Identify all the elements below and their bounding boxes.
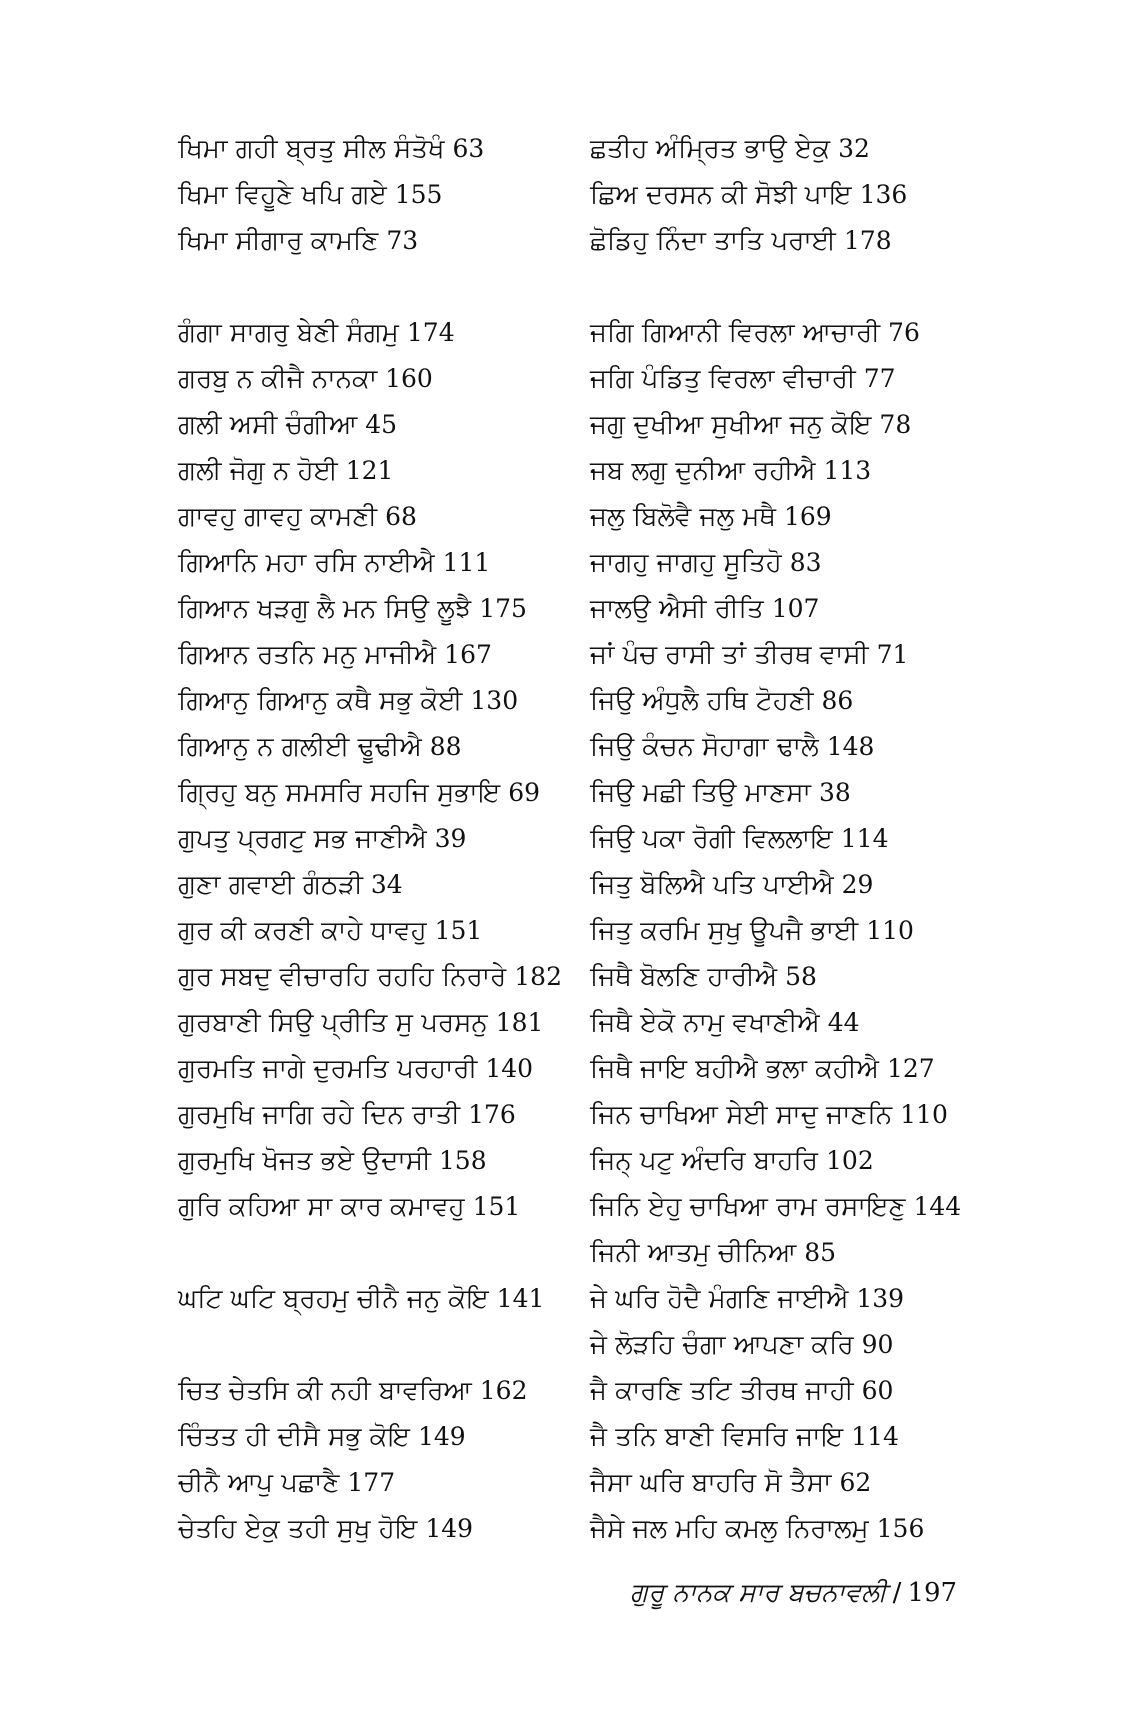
entry-text: ਜਿਨ ਚਾਖਿਆ ਸੇਈ ਸਾਦੁ ਜਾਣਨਿ — [590, 1100, 893, 1130]
entry-page-number: 83 — [789, 548, 822, 577]
index-entry — [590, 356, 1050, 402]
entry-page-number: 141 — [496, 1284, 545, 1313]
index-entry — [590, 402, 1050, 448]
index-entry — [590, 678, 1050, 724]
entry-page-number: 175 — [479, 594, 527, 623]
index-entry — [590, 1000, 1050, 1046]
index-entry — [178, 1046, 578, 1092]
entry-page-number: 182 — [514, 962, 562, 991]
entry-page-number: 149 — [417, 1422, 466, 1451]
entry-text: ਚੇਤਹਿ ਏਕੁ ਤਹੀ ਸੁਖੁ ਹੋਇ — [178, 1514, 418, 1544]
page-number: 197 — [907, 1578, 958, 1608]
index-entry — [178, 862, 578, 908]
entry-text: ਗੁਰਮਤਿ ਜਾਗੇ ਦੁਰਮਤਿ ਪਰਹਾਰੀ — [178, 1054, 478, 1084]
index-entry — [590, 540, 1050, 586]
entry-text: ਗੰਗਾ ਸਾਗਰੁ ਬੇਣੀ ਸੰਗਮੁ — [178, 318, 399, 348]
entry-page-number: 85 — [804, 1238, 837, 1267]
section-gap — [590, 264, 1050, 310]
entry-text: ਗਲੀ ਜੋਗੁ ਨ ਹੋਈ — [178, 456, 338, 486]
index-entry — [178, 632, 578, 678]
entry-text: ਗੁਰਬਾਣੀ ਸਿਉ ਪ੍ਰੀਤਿ ਸੁ ਪਰਸਨੁ — [178, 1008, 488, 1038]
entry-text: ਖਿਮਾ ਸੀਗਾਰੁ ਕਾਮਣਿ — [178, 226, 379, 256]
index-entry — [590, 172, 1050, 218]
footer-separator: / — [892, 1578, 902, 1608]
entry-page-number: 155 — [394, 180, 443, 209]
entry-page-number: 88 — [429, 732, 462, 761]
entry-page-number: 110 — [866, 916, 914, 945]
entry-page-number: 177 — [347, 1468, 396, 1497]
index-entry — [590, 1046, 1050, 1092]
entry-page-number: 60 — [861, 1376, 894, 1405]
index-entry — [590, 1322, 1050, 1368]
entry-page-number: 63 — [452, 134, 485, 163]
index-entry — [178, 172, 578, 218]
entry-text: ਜਿਤੁ ਕਰਮਿ ਸੁਖੁ ਊਪਜੈ ਭਾਈ — [590, 916, 859, 946]
entry-text: ਜੇ ਘਰਿ ਹੋਦੈ ਮੰਗਣਿ ਜਾਈਐ — [590, 1284, 849, 1314]
index-entry — [178, 540, 578, 586]
entry-text: ਜਿਉ ਪਕਾ ਰੋਗੀ ਵਿਲਲਾਇ — [590, 824, 833, 854]
entry-text: ਜਾਲਉ ਐਸੀ ਰੀਤਿ — [590, 594, 764, 624]
entry-text: ਜਾਂ ਪੰਚ ਰਾਸੀ ਤਾਂ ਤੀਰਥ ਵਾਸੀ — [590, 640, 869, 670]
entry-text: ਜਲੁ ਬਿਲੋਵੈ ਜਲੁ ਮਥੈ — [590, 502, 776, 532]
entry-page-number: 149 — [425, 1514, 474, 1543]
entry-page-number: 158 — [438, 1146, 487, 1175]
index-column-right — [590, 126, 1050, 1552]
index-entry — [590, 448, 1050, 494]
entry-text: ਛਤੀਹ ਅੰਮ੍ਰਿਤ ਭਾਉ ਏਕੁ — [590, 134, 831, 164]
entry-text: ਜਗੁ ਦੁਖੀਆ ਸੁਖੀਆ ਜਨੁ ਕੋਇ — [590, 410, 872, 440]
entry-text: ਗਿਆਨ ਖੜਗੁ ਲੈ ਮਨ ਸਿਉ ਲੂਝੈ — [178, 594, 472, 624]
entry-page-number: 151 — [434, 916, 483, 945]
entry-page-number: 32 — [838, 134, 870, 163]
index-entry — [590, 1460, 1050, 1506]
entry-page-number: 107 — [771, 594, 820, 623]
index-entry — [178, 954, 578, 1000]
entry-page-number: 39 — [434, 824, 467, 853]
entry-page-number: 144 — [913, 1192, 962, 1221]
index-entry — [178, 356, 578, 402]
index-entry — [590, 126, 1050, 172]
index-entry — [590, 1138, 1050, 1184]
entry-text: ਗਰਬੁ ਨ ਕੀਜੈ ਨਾਨਕਾ — [178, 364, 378, 394]
entry-page-number: 34 — [370, 870, 403, 899]
entry-page-number: 181 — [495, 1008, 544, 1037]
entry-page-number: 130 — [470, 686, 519, 715]
entry-text: ਗਿਆਨ ਰਤਨਿ ਮਨੁ ਮਾਜੀਐ — [178, 640, 437, 670]
entry-page-number: 136 — [859, 180, 908, 209]
index-entry — [178, 1092, 578, 1138]
index-entry — [178, 1138, 578, 1184]
entry-page-number: 86 — [821, 686, 854, 715]
entry-page-number: 156 — [876, 1514, 925, 1543]
entry-page-number: 151 — [472, 1192, 521, 1221]
entry-text: ਜਿਨ੍ ਪਟੁ ਅੰਦਰਿ ਬਾਹਰਿ — [590, 1146, 819, 1176]
entry-text: ਚਿੰਤਤ ਹੀ ਦੀਸੈ ਸਭੁ ਕੋਇ — [178, 1422, 410, 1452]
index-entry — [590, 816, 1050, 862]
entry-text: ਗੁਣਾ ਗਵਾਈ ਗੰਠੜੀ — [178, 870, 363, 900]
index-entry — [178, 770, 578, 816]
index-entry — [178, 678, 578, 724]
entry-text: ਖਿਮਾ ਗਹੀ ਬ੍ਰਤੁ ਸੀਲ ਸੰਤੋਖੰ — [178, 134, 445, 164]
entry-page-number: 69 — [508, 778, 541, 807]
entry-page-number: 113 — [823, 456, 872, 485]
entry-text: ਜਬ ਲਗੁ ਦੁਨੀਆ ਰਹੀਐ — [590, 456, 816, 486]
index-entry — [590, 770, 1050, 816]
entry-text: ਗਲੀ ਅਸੀ ਚੰਗੀਆ — [178, 410, 358, 440]
entry-page-number: 62 — [839, 1468, 872, 1497]
entry-page-number: 114 — [851, 1422, 899, 1451]
entry-page-number: 44 — [827, 1008, 860, 1037]
entry-text: ਗਿਆਨੁ ਗਿਆਨੁ ਕਥੈ ਸਭੁ ਕੋਈ — [178, 686, 463, 716]
index-entry — [178, 1184, 578, 1230]
entry-page-number: 127 — [886, 1054, 935, 1083]
index-entry — [178, 1368, 578, 1414]
entry-text: ਜਗਿ ਪੰਡਿਤੁ ਵਿਰਲਾ ਵੀਚਾਰੀ — [590, 364, 856, 394]
index-entry — [590, 494, 1050, 540]
index-entry — [178, 816, 578, 862]
entry-text: ਜੇ ਲੋੜਹਿ ਚੰਗਾ ਆਪਣਾ ਕਰਿ — [590, 1330, 854, 1360]
entry-text: ਜਿਥੈ ਏਕੋ ਨਾਮੁ ਵਖਾਣੀਐ — [590, 1008, 820, 1038]
index-entry — [178, 448, 578, 494]
entry-page-number: 76 — [888, 318, 920, 347]
entry-text: ਜੈਸੇ ਜਲ ਮਹਿ ਕਮਲੁ ਨਿਰਾਲਮੁ — [590, 1514, 869, 1544]
entry-text: ਗੁਰ ਸਬਦੁ ਵੀਚਾਰਹਿ ਰਹਹਿ ਨਿਰਾਰੇ — [178, 962, 507, 992]
entry-page-number: 169 — [783, 502, 832, 531]
index-entry — [590, 1230, 1050, 1276]
entry-text: ਗੁਰ ਕੀ ਕਰਣੀ ਕਾਹੇ ਧਾਵਹੁ — [178, 916, 427, 946]
entry-text: ਜਿਥੈ ਬੋਲਣਿ ਹਾਰੀਐ — [590, 962, 778, 992]
index-entry — [590, 954, 1050, 1000]
entry-page-number: 68 — [385, 502, 417, 531]
index-entry — [178, 402, 578, 448]
entry-page-number: 111 — [442, 548, 491, 577]
index-entry — [178, 1276, 578, 1322]
index-entry — [178, 126, 578, 172]
entry-page-number: 71 — [876, 640, 909, 669]
index-entry — [178, 1506, 578, 1552]
entry-text: ਖਿਮਾ ਵਿਹੂਣੇ ਖਪਿ ਗਏ — [178, 180, 387, 210]
entry-text: ਜਿਥੈ ਜਾਇ ਬਹੀਐ ਭਲਾ ਕਹੀਐ — [590, 1054, 879, 1084]
index-entry — [590, 1414, 1050, 1460]
entry-page-number: 45 — [365, 410, 398, 439]
index-entry — [178, 1414, 578, 1460]
index-entry — [590, 1184, 1050, 1230]
entry-page-number: 178 — [843, 226, 892, 255]
entry-text: ਜੈ ਤਨਿ ਬਾਣੀ ਵਿਸਰਿ ਜਾਇ — [590, 1422, 844, 1452]
entry-text: ਜਿਉ ਕੰਚਨ ਸੋਹਾਗਾ ਢਾਲੈ — [590, 732, 819, 762]
index-entry — [178, 1460, 578, 1506]
entry-text: ਜਿਉ ਅੰਧੁਲੈ ਹਥਿ ਟੋਹਣੀ — [590, 686, 814, 716]
index-entry — [590, 586, 1050, 632]
index-entry — [590, 908, 1050, 954]
entry-text: ਜੈ ਕਾਰਣਿ ਤਟਿ ਤੀਰਥ ਜਾਹੀ — [590, 1376, 854, 1406]
entry-text: ਚਿਤ ਚੇਤਸਿ ਕੀ ਨਹੀ ਬਾਵਰਿਆ — [178, 1376, 472, 1406]
entry-text: ਗੁਰਮੁਖਿ ਜਾਗਿ ਰਹੇ ਦਿਨ ਰਾਤੀ — [178, 1100, 461, 1130]
entry-text: ਜੈਸਾ ਘਰਿ ਬਾਹਰਿ ਸੋ ਤੈਸਾ — [590, 1468, 832, 1498]
entry-page-number: 176 — [468, 1100, 516, 1129]
entry-page-number: 78 — [879, 410, 912, 439]
entry-text: ਜਿਨਿ ਏਹੁ ਚਾਖਿਆ ਰਾਮ ਰਸਾਇਣੁ — [590, 1192, 906, 1222]
entry-text: ਛੋਡਿਹੁ ਨਿੰਦਾ ਤਾਤਿ ਪਰਾਈ — [590, 226, 836, 256]
index-entry — [590, 218, 1050, 264]
entry-text: ਗਾਵਹੁ ਗਾਵਹੁ ਕਾਮਣੀ — [178, 502, 378, 532]
index-entry — [178, 1000, 578, 1046]
index-entry — [178, 724, 578, 770]
entry-page-number: 102 — [826, 1146, 874, 1175]
entry-text: ਜਿਤੁ ਬੋਲਿਐ ਪਤਿ ਪਾਈਐ — [590, 870, 834, 900]
entry-text: ਛਿਅ ਦਰਸਨ ਕੀ ਸੋਝੀ ਪਾਇ — [590, 180, 852, 210]
entry-page-number: 121 — [345, 456, 394, 485]
entry-page-number: 139 — [856, 1284, 905, 1313]
index-entry — [590, 1506, 1050, 1552]
entry-text: ਗੁਰਮੁਖਿ ਖੋਜਤ ਭਏ ਉਦਾਸੀ — [178, 1146, 431, 1176]
entry-page-number: 38 — [818, 778, 851, 807]
index-entry — [178, 310, 578, 356]
section-gap — [178, 1230, 578, 1276]
entry-text: ਘਟਿ ਘਟਿ ਬ੍ਰਹਮੁ ਚੀਨੈ ਜਨੁ ਕੋਇ — [178, 1284, 489, 1314]
book-title: ਗੁਰੂ ਨਾਨਕ ਸਾਰ ਬਚਨਾਵਲੀ — [630, 1578, 887, 1608]
entry-page-number: 140 — [485, 1054, 534, 1083]
entry-page-number: 174 — [406, 318, 455, 347]
entry-page-number: 77 — [863, 364, 896, 393]
entry-text: ਜਗਿ ਗਿਆਨੀ ਵਿਰਲਾ ਆਚਾਰੀ — [590, 318, 881, 348]
entry-page-number: 58 — [785, 962, 817, 991]
entry-page-number: 90 — [861, 1330, 894, 1359]
entry-text: ਗਿਆਨਿ ਮਹਾ ਰਸਿ ਨਾਈਐ — [178, 548, 435, 578]
entry-page-number: 162 — [479, 1376, 528, 1405]
entry-page-number: 114 — [840, 824, 889, 853]
entry-text: ਜਿਉ ਮਛੀ ਤਿਉ ਮਾਣਸਾ — [590, 778, 811, 808]
entry-text: ਗੁਪਤੁ ਪ੍ਰਗਟੁ ਸਭ ਜਾਣੀਐ — [178, 824, 427, 854]
entry-page-number: 110 — [900, 1100, 948, 1129]
index-entry — [590, 1092, 1050, 1138]
entry-page-number: 148 — [826, 732, 875, 761]
entry-page-number: 29 — [841, 870, 874, 899]
page-footer — [630, 1578, 1050, 1609]
entry-page-number: 160 — [385, 364, 433, 393]
index-column-left — [178, 126, 578, 1552]
index-entry — [590, 1276, 1050, 1322]
section-gap — [178, 1322, 578, 1368]
entry-page-number: 73 — [386, 226, 419, 255]
entry-text: ਗੁਰਿ ਕਹਿਆ ਸਾ ਕਾਰ ਕਮਾਵਹੁ — [178, 1192, 465, 1222]
section-gap — [178, 264, 578, 310]
entry-text: ਜਾਗਹੁ ਜਾਗਹੁ ਸੂਤਿਹੋ — [590, 548, 782, 578]
index-entry — [178, 908, 578, 954]
entry-text: ਚੀਨੈ ਆਪੁ ਪਛਾਣੈ — [178, 1468, 340, 1498]
entry-text: ਗਿਆਨੁ ਨ ਗਲੀਈ ਢੂਢੀਐ — [178, 732, 422, 762]
index-entry — [590, 632, 1050, 678]
index-entry — [178, 586, 578, 632]
entry-text: ਗ੍ਰਿਹੁ ਬਨੁ ਸਮਸਰਿ ਸਹਜਿ ਸੁਭਾਇ — [178, 778, 501, 808]
index-entry — [590, 862, 1050, 908]
entry-page-number: 167 — [444, 640, 492, 669]
index-entry — [590, 310, 1050, 356]
entry-text: ਜਿਨੀ ਆਤਮੁ ਚੀਨਿਆ — [590, 1238, 797, 1268]
index-entry — [178, 494, 578, 540]
index-entry — [590, 724, 1050, 770]
index-entry — [590, 1368, 1050, 1414]
index-entry — [178, 218, 578, 264]
